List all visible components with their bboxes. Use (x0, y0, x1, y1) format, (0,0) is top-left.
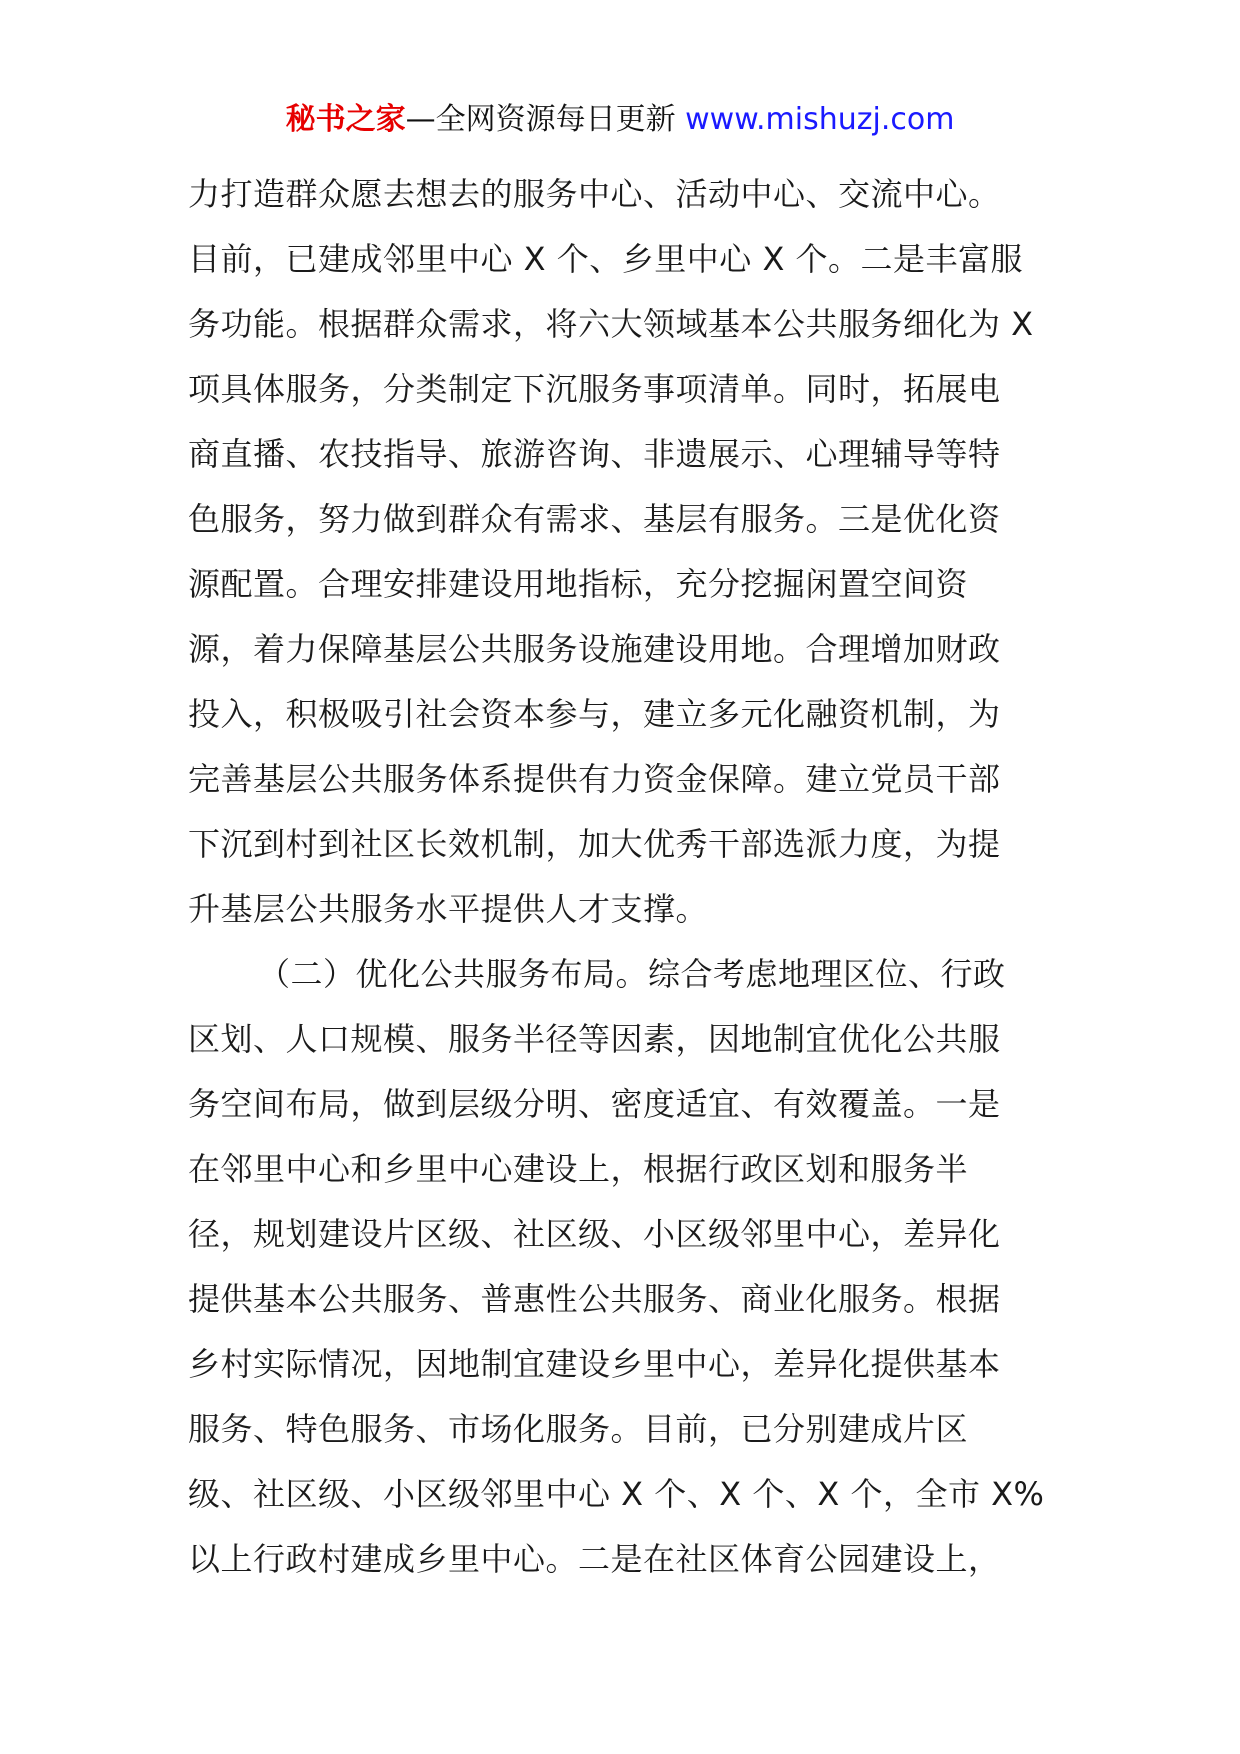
header-tagline: —全网资源每日更新 (405, 102, 686, 137)
text-line: 服务、特色服务、市场化服务。目前，已分别建成片区 (188, 1410, 969, 1448)
text-line: 投入，积极吸引社会资本参与，建立多元化融资机制，为 (188, 695, 1001, 733)
text-line: 源，着力保障基层公共服务设施建设用地。合理增加财政 (188, 630, 1001, 668)
text-line: 色服务，努力做到群众有需求、基层有服务。三是优化资 (188, 500, 1001, 538)
header-brand: 秘书之家 (285, 102, 406, 137)
text-line: 完善基层公共服务体系提供有力资金保障。建立党员干部 (188, 760, 1001, 798)
text-line: 在邻里中心和乡里中心建设上，根据行政区划和服务半 (188, 1150, 969, 1188)
text-line: 区划、人口规模、服务半径等因素，因地制宜优化公共服 (188, 1020, 1001, 1058)
text-line: 务空间布局，做到层级分明、密度适宜、有效覆盖。一是 (188, 1085, 1001, 1123)
text-line: 级、社区级、小区级邻里中心 X 个、X 个、X 个，全市 X% (188, 1475, 1045, 1513)
text-line: 力打造群众愿去想去的服务中心、活动中心、交流中心。 (188, 175, 1001, 213)
header-url-link[interactable]: www.mishuzj.com (685, 102, 955, 137)
text-line: 径，规划建设片区级、社区级、小区级邻里中心，差异化 (188, 1215, 1001, 1253)
text-line: 源配置。合理安排建设用地指标，充分挖掘闲置空间资 (188, 565, 969, 603)
document-body (188, 162, 1058, 1592)
text-line: 以上行政村建成乡里中心。二是在社区体育公园建设上， (188, 1540, 1001, 1578)
page-header (0, 100, 1240, 140)
text-line: 乡村实际情况，因地制宜建设乡里中心，差异化提供基本 (188, 1345, 1001, 1383)
text-line: 提供基本公共服务、普惠性公共服务、商业化服务。根据 (188, 1280, 1001, 1318)
text-line: 务功能。根据群众需求，将六大领域基本公共服务细化为 X (188, 305, 1034, 343)
section-heading-line: （二）优化公共服务布局。综合考虑地理区位、行政 (258, 955, 1006, 993)
text-line: 升基层公共服务水平提供人才支撑。 (188, 890, 709, 928)
text-line: 下沉到村到社区长效机制，加大优秀干部选派力度，为提 (188, 825, 1001, 863)
text-line: 商直播、农技指导、旅游咨询、非遗展示、心理辅导等特 (188, 435, 1001, 473)
text-line: 目前，已建成邻里中心 X 个、乡里中心 X 个。二是丰富服 (188, 240, 1024, 278)
text-line: 项具体服务，分类制定下沉服务事项清单。同时，拓展电 (188, 370, 1001, 408)
